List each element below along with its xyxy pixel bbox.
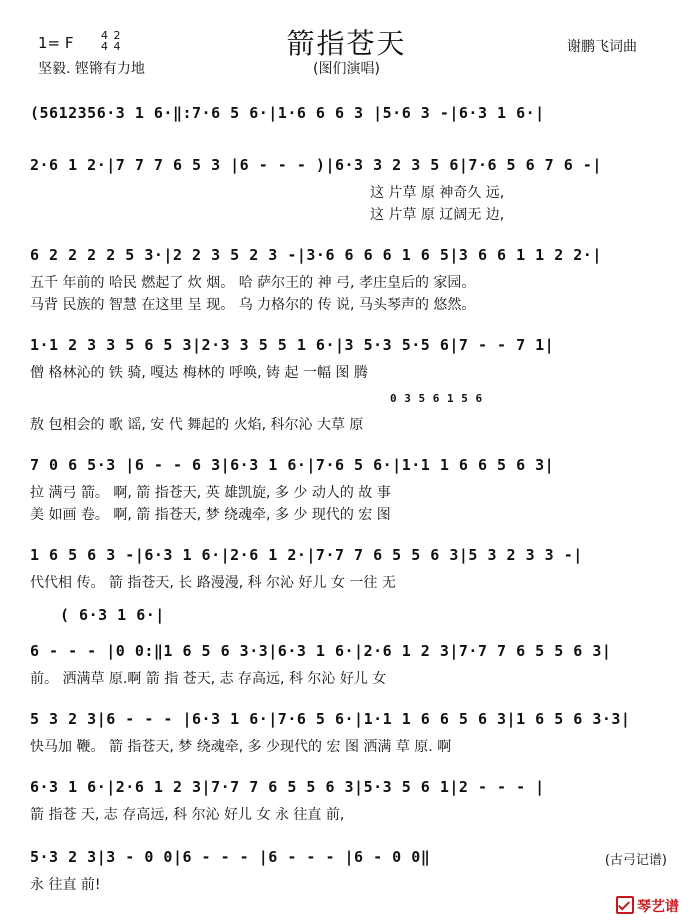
lyric-row-7-v1: 前。 洒满草 原.啊 箭 指 苍天, 志 存高远, 科 尔沁 好儿 女: [30, 671, 387, 687]
meter-2-4-den: 4: [113, 40, 121, 53]
composer-credit: 谢鹏飞词曲: [567, 39, 637, 55]
score-row-4-alt: 0 3 5 6 1 5 6: [390, 392, 483, 405]
singer-credit: (图们演唱): [313, 61, 380, 77]
lyric-row-10-v1: 永 往直 前!: [30, 877, 101, 893]
meter-4-4-den: 4: [101, 40, 108, 53]
lyric-row-4-v1: 僧 格林沁的 铁 骑, 嘎达 梅林的 呼唤, 铸 起 一幅 图 腾: [30, 365, 368, 381]
lyric-row-5-v2: 美 如画 卷。 啊, 箭 指苍天, 梦 绕魂牵, 多 少 现代的 宏 图: [30, 507, 391, 523]
score-row-8: 5 3 2 3|6 - - - |6·3 1 6·|7·6 5 6·|1·1 1 6 6 5 6 3|1 6 5 6 3·3|: [30, 710, 631, 728]
lyric-row-6-v1: 代代相 传。 箭 指苍天, 长 路漫漫, 科 尔沁 好儿 女 一往 无: [30, 575, 396, 591]
lyric-row-3-v1: 五千 年前的 哈民 燃起了 炊 烟。 哈 萨尔王的 神 弓, 孝庄皇后的 家园。: [30, 275, 476, 291]
logo-text: 琴艺谱: [637, 899, 679, 915]
song-title: 箭指苍天: [286, 27, 407, 60]
score-row-6: 1 6 5 6 3 -|6·3 1 6·|2·6 1 2·|7·7 7 6 5 5 6 3|5 3 2 3 3 -|: [30, 546, 583, 564]
score-row-3: 6 2 2 2 2 5 3·|2 2 3 5 2 3 -|3·6 6 6 6 1 6 5|3 6 6 1 1 2 2·|: [30, 246, 602, 264]
score-row-1: (5612356·3 1 6·‖:7·6 5 6·|1·6 6 6 3 |5·6 3 -|6·3 1 6·|: [30, 104, 545, 122]
lyric-row-3-v2: 马背 民族的 智慧 在这里 呈 现。 乌 力格尔的 传 说, 马头琴声的 悠然。: [30, 297, 476, 313]
meter-4-4-num: 4: [101, 29, 108, 42]
tempo-marking: 坚毅. 铿锵有力地: [38, 61, 145, 77]
score-row-9: 6·3 1 6·|2·6 1 2 3|7·7 7 6 5 5 6 3|5·3 5 6 1|2 - - - |: [30, 778, 545, 796]
lyric-row-2-v1: 这 片草 原 神奇久 远,: [370, 185, 505, 201]
score-row-10: 5·3 2 3|3 - 0 0|6 - - - |6 - - - |6 - 0 0‖: [30, 848, 431, 866]
score-row-4: 1·1 2 3 3 5 6 5 3|2·3 3 5 5 1 6·|3 5·3 5·5 6|7 - - 7 1|: [30, 336, 555, 354]
meter-2-4-num: 2: [113, 29, 121, 42]
key-signature: 1= F: [38, 34, 74, 52]
score-row-5: 7 0 6 5·3 |6 - - 6 3|6·3 1 6·|7·6 5 6·|1·1 1 6 6 5 6 3|: [30, 456, 555, 474]
transcriber-credit: (古弓记谱): [604, 853, 667, 868]
volta-bracket: ( 6·3 1 6·|: [60, 606, 165, 624]
score-row-7: 6 - - - |0 0:‖1 6 5 6 3·3|6·3 1 6·|2·6 1 2 3|7·7 7 6 5 5 6 3|: [30, 642, 612, 660]
score-row-2: 2·6 1 2·|7 7 7 6 5 3 |6 - - - )|6·3 3 2 3 5 6|7·6 5 6 7 6 -|: [30, 156, 602, 174]
lyric-row-8-v1: 快马加 鞭。 箭 指苍天, 梦 绕魂牵, 多 少现代的 宏 图 洒满 草 原. 啊: [30, 739, 452, 755]
lyric-row-2-v2: 这 片草 原 辽阔无 边,: [370, 207, 505, 223]
site-logo: [616, 896, 679, 916]
lyric-row-9-v1: 箭 指苍 天, 志 存高远, 科 尔沁 好儿 女 永 往直 前,: [30, 807, 345, 823]
time-signature: [101, 30, 123, 52]
lyric-row-4-v2: 敖 包相会的 歌 谣, 安 代 舞起的 火焰, 科尔沁 大草 原: [30, 417, 364, 433]
lyric-row-5-v1: 拉 满弓 箭。 啊, 箭 指苍天, 英 雄凯旋, 多 少 动人的 故 事: [30, 485, 391, 501]
logo-icon: [616, 896, 634, 914]
